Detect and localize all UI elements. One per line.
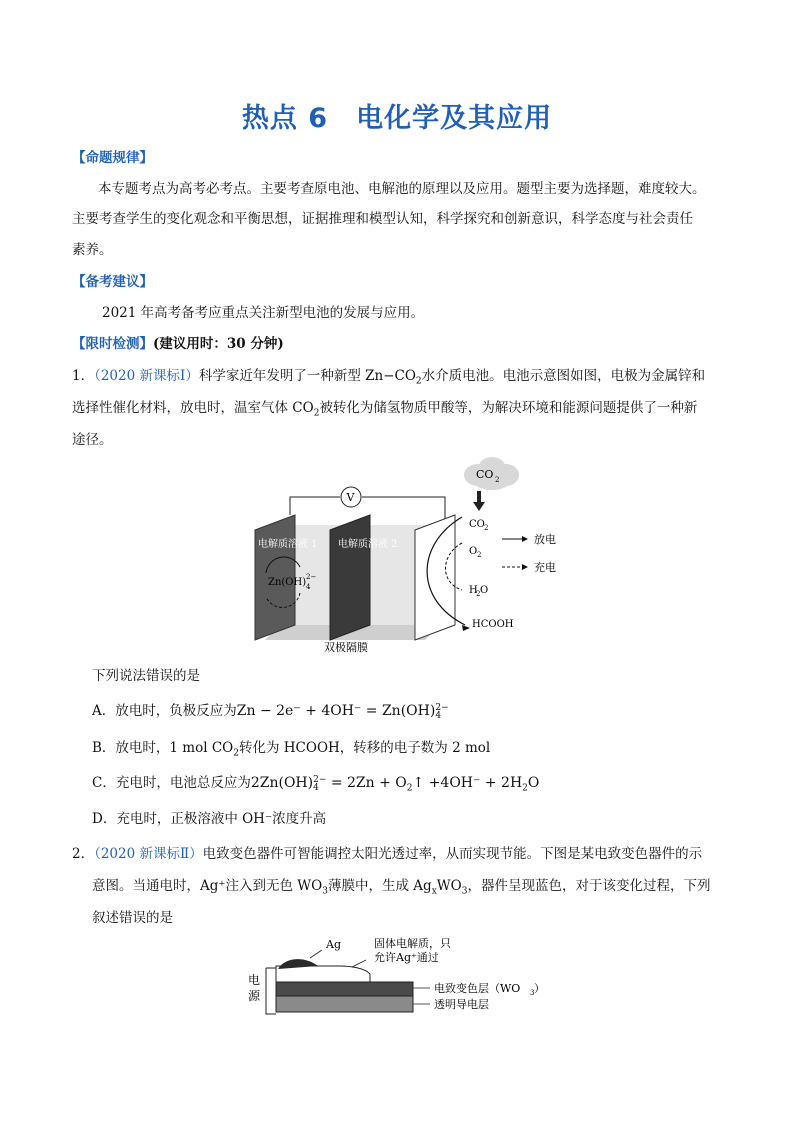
cloud-arrow-head <box>473 502 485 511</box>
cloud-co2-sub: 2 <box>495 476 500 484</box>
voltmeter-label: V <box>346 491 355 504</box>
cloud-co2-label: CO <box>476 468 494 481</box>
q1-option-c-sub-h2o: 2 <box>522 783 528 794</box>
legend-charge-label: 充电 <box>534 561 556 574</box>
wire-right <box>362 497 445 519</box>
q1-option-c-sub: 4 <box>313 782 319 793</box>
q2-stem-2c: WO <box>436 878 462 894</box>
q1-number: 1． <box>72 368 95 384</box>
q1-option-a[interactable] <box>92 699 449 720</box>
legend-discharge-head <box>522 536 528 542</box>
q1-sub: 2 <box>415 376 422 387</box>
ag-label: Ag <box>326 938 341 951</box>
q1-option-c-label: C．充电时，电池总反应为 <box>92 775 251 791</box>
co2-label: CO <box>469 519 485 530</box>
q1-option-c-eq-a: 2Zn(OH) <box>250 775 314 791</box>
solution-2-label: 电解质溶液 2 <box>338 539 398 550</box>
q2-stem-2d: ，器件呈现蓝色，对于该变化过程，下列 <box>467 878 711 894</box>
electrolyte-leader <box>352 960 366 967</box>
rules-text-line-2: 主要考查学生的变化观念和平衡思想，证据推理和模型认知，科学探究和创新意识，科学态度与社会责任 <box>72 211 693 227</box>
q1-option-c-sup: 2− <box>313 774 327 785</box>
q2-sub-x: x <box>431 886 437 897</box>
q1-option-d[interactable]: D．充电时，正极溶液中 OH⁻浓度升高 <box>92 811 327 827</box>
q1-stem-2a: 选择性催化材料，放电时，温室气体 CO <box>72 400 314 416</box>
q1-source: （2020 新课标Ⅰ） <box>94 368 199 384</box>
co2-sub: 2 <box>484 524 489 532</box>
q1-option-b-sub: 2 <box>233 748 239 759</box>
q1-stem-1b: 水介质电池。电池示意图如图，电极为金属锌和 <box>421 368 706 384</box>
cloud-arrow-shaft <box>477 491 481 503</box>
q1-option-c[interactable] <box>92 771 539 794</box>
zincate-sup: 2− <box>306 573 317 581</box>
q1-option-c-sub-o2: 2 <box>406 783 413 794</box>
q1-stem-line-2 <box>72 396 697 419</box>
wo3-label-sub: 3 <box>530 989 535 997</box>
test-header <box>72 332 284 352</box>
q1-sub-2: 2 <box>313 408 320 419</box>
conductive-label: 透明导电层 <box>434 998 489 1011</box>
membrane-label: 双极隔膜 <box>324 641 368 654</box>
q2-stem-2a: 意图。当通电时，Ag⁺注入到无色 WO <box>92 878 323 894</box>
solution-1-label: 电解质溶液 1 <box>258 539 318 550</box>
q1-option-a-sub: 4 <box>435 710 442 721</box>
test-time: (建议用时：30 分钟) <box>153 336 284 352</box>
q2-sub-3b: 3 <box>461 886 468 897</box>
wo3-layer <box>276 982 413 996</box>
rules-text-line-1: 本专题考点为高考必考点。主要考查原电池、电解池的原理以及应用。题型主要为选择题，难度较大。 <box>98 181 706 197</box>
q1-stem-line-1 <box>72 364 705 387</box>
section-tag-advice: 【备考建议】 <box>72 274 153 290</box>
wire-left <box>290 497 340 515</box>
zincate-sub: 4 <box>306 583 311 591</box>
q1-prompt: 下列说法错误的是 <box>92 668 200 684</box>
catalyst-electrode <box>415 515 455 640</box>
q2-sub-3a: 3 <box>322 886 328 897</box>
page-title: 热点 6 电化学及其应用 <box>241 103 553 134</box>
q2-source: （2020 新课标Ⅱ） <box>94 846 203 862</box>
legend-charge-head <box>522 564 528 570</box>
power-label-2: 源 <box>248 989 261 1003</box>
h2o-sub: 2 <box>476 590 481 598</box>
section-tag-rules: 【命题规律】 <box>72 150 153 166</box>
q1-option-a-sup: 2− <box>435 702 449 713</box>
q1-option-b-text-2: 转化为 HCOOH，转移的电子数为 2 mol <box>238 740 491 756</box>
conductive-layer <box>276 996 413 1012</box>
q1-option-b-text-1: B．放电时，1 mol CO <box>92 740 234 756</box>
q2-stem-line-1 <box>72 842 702 862</box>
q1-option-a-equation: Zn − 2e⁻ + 4OH⁻ = Zn(OH) <box>236 703 436 719</box>
rules-text-line-3: 素养。 <box>72 242 113 258</box>
electrolyte-label-1: 固体电解质，只 <box>374 937 451 950</box>
power-label-1: 电 <box>248 973 261 987</box>
o2-label: O <box>469 546 478 557</box>
bipolar-membrane <box>330 515 370 640</box>
q2-stem-line-3: 叙述错误的是 <box>92 910 173 926</box>
q2-stem-line-2 <box>92 874 710 897</box>
o2-sub: 2 <box>477 551 482 559</box>
section-tag-test: 【限时检测】 <box>72 336 153 352</box>
hcooh-arrowhead <box>462 625 470 631</box>
advice-text: 2021 年高考备考应重点关注新型电池的发展与应用。 <box>102 305 425 321</box>
legend-discharge-label: 放电 <box>534 533 556 546</box>
electrolyte-label-2: 允许Ag⁺通过 <box>374 951 439 964</box>
ag-leader <box>310 950 322 958</box>
power-wire-bottom <box>266 968 276 1014</box>
q1-option-b[interactable] <box>92 736 490 759</box>
q2-stem-1: 电致变色器件可智能调控太阳光透过率，从而实现节能。下图是某电致变色器件的示 <box>202 846 703 862</box>
q1-option-c-eq-c: ↑ +4OH⁻ + 2H <box>412 775 523 791</box>
wo3-label-end: ） <box>534 982 545 995</box>
zn-co2-battery-diagram <box>240 455 570 655</box>
q1-stem-2b: 被转化为储氢物质甲酸等，为解决环境和能源问题提供了一种新 <box>319 400 698 416</box>
h2o-label-o: O <box>480 585 489 596</box>
q1-stem-line-3: 途径。 <box>72 432 113 448</box>
q1-option-a-label: A．放电时，负极反应为 <box>92 703 237 719</box>
q1-option-c-eq-b: = 2Zn + O <box>326 775 407 791</box>
hcooh-label: HCOOH <box>472 619 514 630</box>
q1-stem-1a: 科学家近年发明了一种新型 Zn−CO <box>198 368 416 384</box>
electrochromic-device-diagram <box>240 932 560 1022</box>
q1-option-c-eq-d: O <box>527 775 540 791</box>
h2o-label-h: H <box>469 585 478 596</box>
zincate-label: Zn(OH) <box>268 577 307 588</box>
q2-stem-2b: 薄膜中，生成 Ag <box>328 878 432 894</box>
q2-number: 2． <box>72 846 95 862</box>
wo3-label: 电致变色层（WO <box>434 982 521 995</box>
solid-electrolyte-layer <box>276 966 370 982</box>
